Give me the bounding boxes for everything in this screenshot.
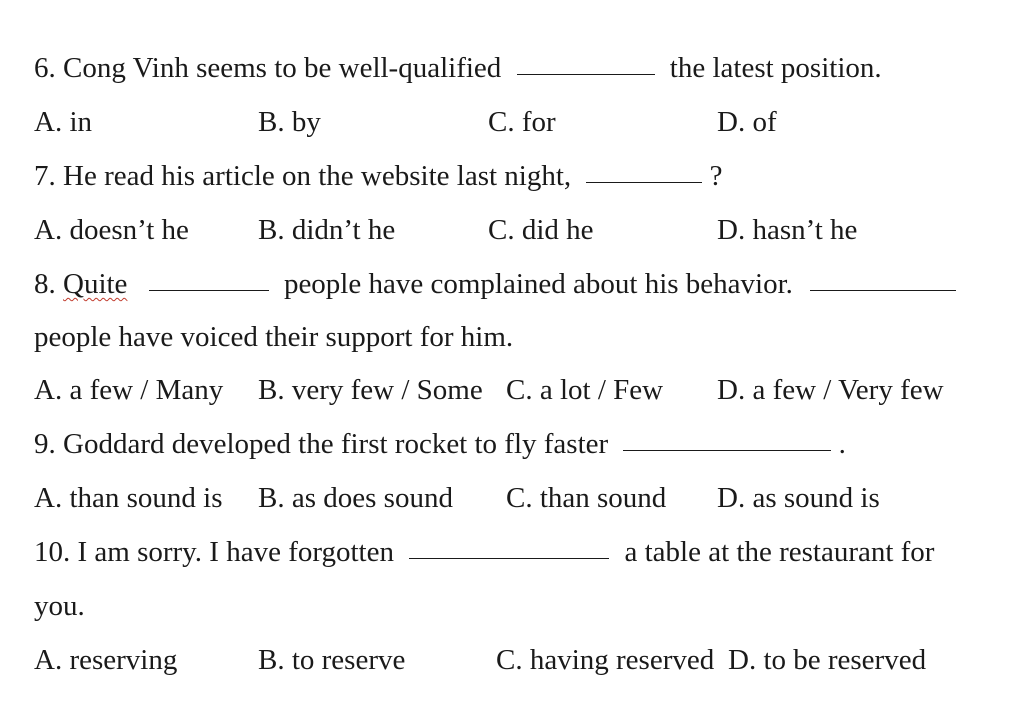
question-7-text-after: ? — [709, 160, 723, 192]
question-7-text-before: 7. He read his article on the website last night, — [34, 160, 572, 192]
question-9-text-after: . — [838, 428, 846, 460]
question-10-option-b[interactable]: B. to reserve — [258, 644, 406, 676]
question-6-option-c[interactable]: C. for — [488, 106, 556, 138]
question-6-blank — [517, 73, 655, 75]
question-6-option-b[interactable]: B. by — [258, 106, 321, 138]
question-8-option-d[interactable]: D. a few / Very few — [717, 374, 944, 406]
question-8-stem — [34, 270, 956, 299]
question-7-option-d[interactable]: D. hasn’t he — [717, 214, 858, 246]
question-8-text-mid: people have complained about his behavior. — [283, 268, 793, 300]
question-9-stem — [34, 430, 846, 459]
question-9-blank — [623, 449, 831, 451]
question-10-option-d[interactable]: D. to be reserved — [728, 644, 927, 676]
question-8-blank-1 — [149, 289, 269, 291]
question-6-text-after: the latest position. — [669, 52, 882, 84]
question-7-blank — [586, 181, 702, 183]
question-6-option-d[interactable]: D. of — [717, 106, 777, 138]
question-7-stem — [34, 162, 723, 191]
question-8-option-c[interactable]: C. a lot / Few — [506, 374, 664, 406]
question-8-option-a[interactable]: A. a few / Many — [34, 374, 224, 406]
question-9-option-b[interactable]: B. as does sound — [258, 482, 453, 514]
question-10-option-a[interactable]: A. reserving — [34, 644, 178, 676]
question-10-stem-line-2: you. — [34, 590, 85, 622]
question-8-option-b[interactable]: B. very few / Some — [258, 374, 483, 406]
question-9-option-d[interactable]: D. as sound is — [717, 482, 880, 514]
question-8-stem-line-2: people have voiced their support for him. — [34, 321, 514, 353]
question-9-text-before: 9. Goddard developed the first rocket to fly faster — [34, 428, 609, 460]
question-10-blank — [409, 557, 609, 559]
question-7-option-b[interactable]: B. didn’t he — [258, 214, 396, 246]
question-6-text-before: 6. Cong Vinh seems to be well-qualified — [34, 52, 502, 84]
question-9-option-c[interactable]: C. than sound — [506, 482, 667, 514]
question-7-option-c[interactable]: C. did he — [488, 214, 594, 246]
question-6-stem — [34, 54, 882, 83]
question-10-stem — [34, 538, 934, 567]
question-7-option-a[interactable]: A. doesn’t he — [34, 214, 189, 246]
question-10-option-c[interactable]: C. having reserved — [496, 644, 715, 676]
question-8-flagged-word: Quite — [63, 268, 128, 300]
question-8-blank-2 — [810, 289, 956, 291]
question-6-option-a[interactable]: A. in — [34, 106, 92, 138]
question-8-number: 8. — [34, 268, 56, 300]
question-10-text-before: 10. I am sorry. I have forgotten — [34, 536, 394, 568]
question-9-option-a[interactable]: A. than sound is — [34, 482, 223, 514]
question-10-text-after: a table at the restaurant for — [624, 536, 935, 568]
